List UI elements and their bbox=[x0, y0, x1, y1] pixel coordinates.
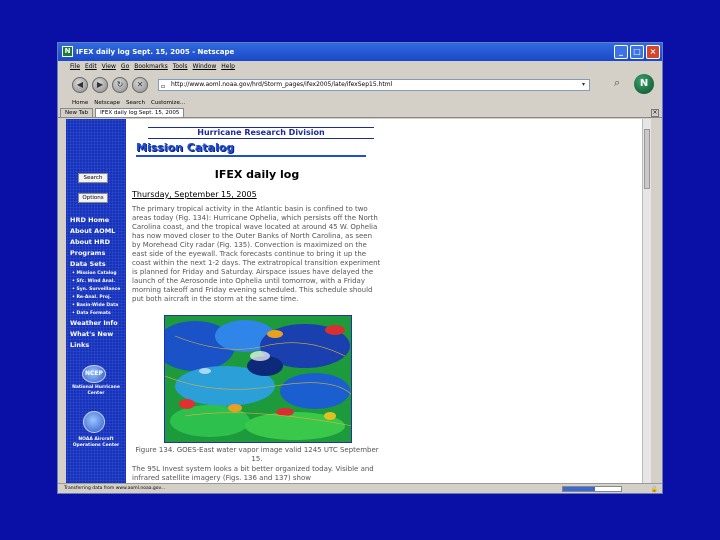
water-vapor-image[interactable] bbox=[164, 315, 352, 443]
page-icon: ▫ bbox=[161, 82, 166, 90]
aoc-caption[interactable]: NOAA Aircraft Operations Center bbox=[72, 437, 120, 448]
sidebar-sub-re-anal[interactable]: • Re-Anal. Proj. bbox=[72, 295, 112, 300]
menu-bar bbox=[58, 61, 662, 72]
page-title: IFEX daily log bbox=[214, 168, 300, 181]
menu-edit[interactable]: Edit bbox=[85, 63, 97, 70]
progress-fill bbox=[563, 487, 595, 491]
nhc-caption[interactable]: National Hurricane Center bbox=[72, 385, 120, 396]
sidebar-sub-basin-wide[interactable]: • Basin-Wide Data bbox=[72, 303, 119, 308]
section-banner: Mission Catalog bbox=[136, 141, 366, 157]
maximize-button[interactable]: □ bbox=[630, 45, 644, 59]
toolbar-home[interactable]: Home bbox=[72, 99, 89, 106]
menu-tools[interactable]: Tools bbox=[172, 63, 188, 70]
personal-toolbar bbox=[58, 97, 662, 108]
sidebar-item-about-hrd[interactable]: About HRD bbox=[70, 238, 110, 246]
figure-caption: Figure 134. GOES-East water vapor image valid 1245 UTC September 15. bbox=[135, 446, 379, 463]
log-paragraph-2: The 95L Invest system looks a bit better organized today. Visible and infrared satellite imagery (Figs. 136 and 137) show bbox=[132, 465, 374, 482]
toolbar-customize[interactable]: Customize... bbox=[150, 99, 186, 106]
security-icon: 🔓 bbox=[650, 486, 658, 493]
menu-go[interactable]: Go bbox=[120, 63, 130, 70]
options-button[interactable]: Options bbox=[78, 193, 108, 203]
sidebar-sub-mission-catalog[interactable]: • Mission Catalog bbox=[72, 271, 117, 276]
navigation-toolbar bbox=[58, 72, 662, 97]
sidebar-item-data-sets[interactable]: Data Sets bbox=[70, 260, 106, 268]
menu-bookmarks[interactable]: Bookmarks bbox=[134, 63, 168, 70]
toolbar-search[interactable]: Search bbox=[126, 99, 145, 106]
sidebar-item-programs[interactable]: Programs bbox=[70, 249, 106, 257]
sidebar-item-hrd-home[interactable]: HRD Home bbox=[70, 216, 110, 224]
window-title: IFEX daily log Sept. 15, 2005 - Netscape bbox=[76, 48, 235, 56]
site-sidebar bbox=[66, 119, 126, 483]
toolbar-netscape[interactable]: Netscape bbox=[94, 99, 121, 106]
menu-help[interactable]: Help bbox=[221, 63, 235, 70]
search-button[interactable]: Search bbox=[78, 173, 108, 183]
menu-file[interactable]: File bbox=[70, 63, 81, 70]
ncep-logo[interactable]: NCEP bbox=[82, 365, 106, 383]
address-bar[interactable] bbox=[158, 79, 590, 91]
sidebar-sub-syn-surveillance[interactable]: • Syn. Surveillance bbox=[72, 287, 121, 292]
close-tab-icon[interactable]: × bbox=[652, 109, 658, 116]
tab-new[interactable]: New Tab bbox=[60, 108, 93, 117]
sidebar-item-about-aoml[interactable]: About AOML bbox=[70, 227, 116, 235]
sidebar-item-whats-new[interactable]: What's New bbox=[70, 330, 114, 338]
page-content bbox=[66, 119, 651, 483]
sidebar-nav bbox=[70, 215, 120, 351]
forward-button[interactable]: ▶ bbox=[92, 77, 108, 93]
browser-window bbox=[57, 42, 663, 494]
log-date: Thursday, September 15, 2005 bbox=[132, 190, 257, 199]
scrollbar-thumb[interactable] bbox=[644, 129, 650, 189]
menu-window[interactable]: Window bbox=[192, 63, 217, 70]
back-button[interactable]: ◀ bbox=[72, 77, 88, 93]
menu-view[interactable]: View bbox=[101, 63, 116, 70]
search-icon[interactable]: ⌕ bbox=[614, 76, 621, 89]
tab-ifex-log[interactable]: IFEX daily log Sept. 15, 2005 bbox=[95, 108, 184, 117]
sidebar-sub-data-formats[interactable]: • Data Formats bbox=[72, 311, 111, 316]
address-url: http://www.aoml.noaa.gov/hrd/Storm_pages/ifex2005/late/ifexSep15.html bbox=[171, 80, 393, 88]
chevron-down-icon[interactable]: ▾ bbox=[581, 80, 585, 88]
netscape-icon: N bbox=[62, 46, 73, 57]
tab-bar bbox=[58, 108, 662, 118]
loading-progress bbox=[562, 486, 622, 492]
title-bar bbox=[58, 43, 662, 61]
division-banner[interactable]: Hurricane Research Division bbox=[148, 127, 374, 139]
stop-button[interactable]: ✕ bbox=[132, 77, 148, 93]
sidebar-item-weather-info[interactable]: Weather Info bbox=[70, 319, 118, 327]
noaa-logo[interactable] bbox=[83, 411, 105, 433]
status-bar bbox=[58, 483, 662, 493]
close-button[interactable]: × bbox=[646, 45, 660, 59]
satellite-image-art bbox=[165, 316, 352, 443]
sidebar-sub-sfc-wind[interactable]: • Sfc. Wind Anal. bbox=[72, 279, 116, 284]
status-text: Transferring data from www.aoml.noaa.gov... bbox=[64, 486, 166, 491]
reload-button[interactable]: ↻ bbox=[112, 77, 128, 93]
sidebar-item-links[interactable]: Links bbox=[70, 341, 90, 349]
vertical-scrollbar[interactable] bbox=[642, 119, 651, 483]
log-paragraph-1: The primary tropical activity in the Atlantic basin is confined to two areas today (Fig. 134): Hurricane Ophelia, which persists off the North Carolina coast, and the tropical wave located at around 45 W. Ophelia has now moved closer to the Outer Banks of North Carolina, as seen by Morehead City radar (Fig. 135). Convection is maximized on the east side of the eyewall. Track forecasts continue to bring it up the coast within the next 1-2 days. The extratropical transition experiment is planned for Friday and Saturday. Airspace issues have delayed the launch of the Aerosonde into Ophelia until tomorrow, with a Friday morning takeoff and Friday evening scheduled. This schedule should put both aircraft in the storm at the same time. bbox=[132, 205, 381, 303]
minimize-button[interactable]: _ bbox=[614, 45, 628, 59]
netscape-logo[interactable]: N bbox=[634, 74, 654, 94]
